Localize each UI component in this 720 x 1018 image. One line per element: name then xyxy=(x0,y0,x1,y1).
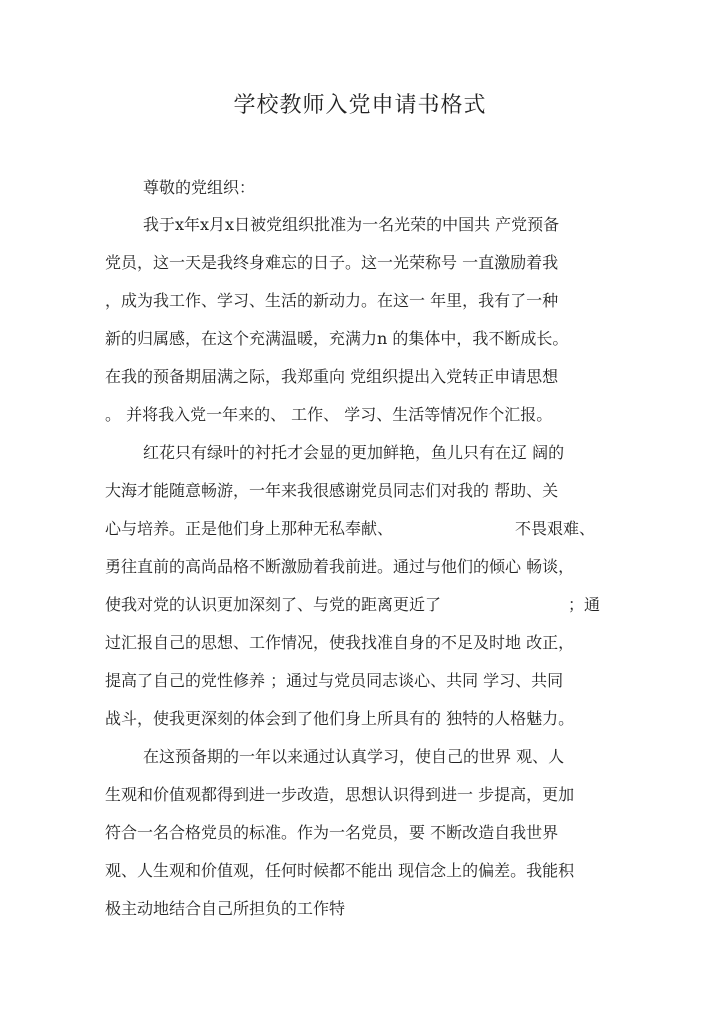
salutation: 尊敬的党组织： xyxy=(143,178,256,197)
body-line: 党员，这一天是我终身难忘的日子。这一光荣称号 一直激励着我 xyxy=(105,253,559,272)
body-line: 在这预备期的一年以来通过认真学习，使自己的世界 观、人 xyxy=(143,747,565,766)
body-line: ，成为我工作、学习、生活的新动力。在这一 年里，我有了一种 xyxy=(105,291,559,310)
body-line: 勇往直前的高尚品格不断激励着我前进。通过与他们的倾心 畅谈， xyxy=(105,557,575,576)
body-line: 提高了自己的党性修养 ；通过与党员同志谈心、共同 学习、共同 xyxy=(105,671,564,690)
body-line: 符合一名合格党员的标准。作为一名党员，要 不断改造自我世界 xyxy=(105,823,559,842)
body-line: 大海才能随意畅游，一年来我很感谢党员同志们对我的 帮助、关 xyxy=(105,481,559,500)
document-title: 学校教师入党申请书格式 xyxy=(233,93,487,118)
body-line: 极主动地结合自己所担负的工作特 xyxy=(105,899,346,918)
body-line: 使我对党的认识更加深刻了、与党的距离更近了 xyxy=(105,595,442,614)
body-line: 不畏艰难、 xyxy=(515,519,596,538)
body-line: 。 并将我入党一年来的、 工作、 学习、生活等情况作个汇报。 xyxy=(105,405,553,424)
body-line: 我于x年x月x日被党组织批准为一名光荣的中国共 产党预备 xyxy=(143,215,560,234)
body-line: 心与培养。正是他们身上那种无私奉献、 xyxy=(105,519,394,538)
body-line: 生观和价值观都得到进一步改造，思想认识得到进一 步提高，更加 xyxy=(105,785,575,804)
body-line: 红花只有绿叶的衬托才会显的更加鲜艳，鱼儿只有在辽 阔的 xyxy=(143,443,565,462)
body-line: 过汇报自己的思想、工作情况，使我找准自身的不足及时地 改正， xyxy=(105,633,575,652)
body-line: 新的归属感，在这个充满温暖，充满力n 的集体中，我不断成长。 xyxy=(105,329,569,348)
body-line: 观、人生观和价值观，任何时候都不能出 现信念上的偏差。我能积 xyxy=(105,861,575,880)
body-line: 战斗，使我更深刻的体会到了他们身上所具有的 独特的人格魅力。 xyxy=(105,709,575,728)
body-line: ；通 xyxy=(568,595,601,614)
body-line: 在我的预备期届满之际，我郑重向 党组织提出入党转正申请思想 xyxy=(105,367,559,386)
